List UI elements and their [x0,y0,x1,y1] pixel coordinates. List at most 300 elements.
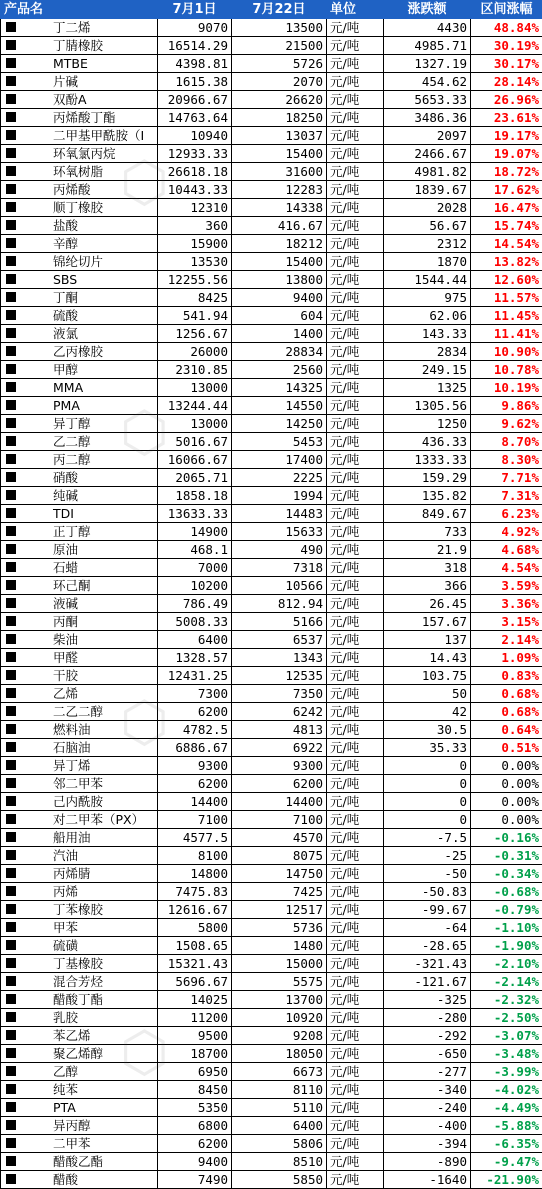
unit: 元/吨 [327,1063,384,1081]
change-percent: 0.00% [471,775,542,793]
price-jul22: 18250 [232,109,327,127]
change-percent: 9.86% [471,397,542,415]
watermark-logo: ⬡ [120,150,169,215]
change-percent: 14.54% [471,235,542,253]
change-percent: -2.10% [471,955,542,973]
product-name [1,595,158,613]
product-name-text: 锦纶切片 [53,253,104,269]
unit: 元/吨 [327,721,384,739]
table-row [1,217,542,235]
table-row [1,937,542,955]
table-row [1,559,542,577]
table-row [1,451,542,469]
price-jul22: 5166 [232,613,327,631]
table-row [1,613,542,631]
unit: 元/吨 [327,1081,384,1099]
bullet-square-icon [6,58,16,68]
price-jul1: 5008.33 [158,613,232,631]
change-percent: 4.54% [471,559,542,577]
watermark-logo: ⬡ [120,1020,169,1085]
product-name-text: 醋酸 [53,1171,79,1187]
bullet-square-icon [6,454,16,464]
table-row [1,757,542,775]
change-percent: 26.96% [471,91,542,109]
change-percent: -0.79% [471,901,542,919]
price-jul22: 2560 [232,361,327,379]
header-jul22: 7月22日 [232,1,327,19]
price-jul1: 1508.65 [158,937,232,955]
price-jul1: 10200 [158,577,232,595]
bullet-square-icon [6,130,16,140]
product-name-text: 己内酰胺 [53,793,104,809]
bullet-square-icon [6,1102,16,1112]
change-percent: 7.71% [471,469,542,487]
product-name-text: PMA [53,397,80,413]
price-jul22: 7318 [232,559,327,577]
change-amount: 3486.36 [384,109,471,127]
change-amount: 1327.19 [384,55,471,73]
bullet-square-icon [6,742,16,752]
change-percent: 11.41% [471,325,542,343]
product-name [1,721,158,739]
change-percent: -3.07% [471,1027,542,1045]
change-percent: -3.48% [471,1045,542,1063]
price-jul22: 5726 [232,55,327,73]
product-name [1,397,158,415]
bullet-square-icon [6,598,16,608]
change-percent: 10.19% [471,379,542,397]
unit: 元/吨 [327,1117,384,1135]
change-amount: -1640 [384,1171,471,1189]
product-name [1,325,158,343]
product-name-text: 纯苯 [53,1081,79,1097]
product-name [1,883,158,901]
change-amount: 26.45 [384,595,471,613]
product-name-text: 环氧氯丙烷 [53,145,116,161]
unit: 元/吨 [327,1045,384,1063]
change-percent: -3.99% [471,1063,542,1081]
product-name-text: 异丁醇 [53,415,91,431]
change-percent: 0.00% [471,757,542,775]
product-name [1,631,158,649]
price-jul22: 9400 [232,289,327,307]
bullet-square-icon [6,220,16,230]
product-name [1,415,158,433]
product-name [1,1009,158,1027]
unit: 元/吨 [327,469,384,487]
table-row [1,379,542,397]
price-jul22: 18212 [232,235,327,253]
product-name-text: 甲醇 [53,361,79,377]
change-percent: 23.61% [471,109,542,127]
product-name-text: 乙二醇 [53,433,91,449]
change-percent: 0.83% [471,667,542,685]
product-name-text: 丙烯酸丁酯 [53,109,116,125]
table-row [1,847,542,865]
bullet-square-icon [6,472,16,482]
product-name-text: 丙烯 [53,883,79,899]
unit: 元/吨 [327,1099,384,1117]
product-name [1,1027,158,1045]
product-name-text: 邻二甲苯 [53,775,104,791]
price-jul22: 28834 [232,343,327,361]
unit: 元/吨 [327,343,384,361]
change-percent: 16.47% [471,199,542,217]
change-percent: 3.36% [471,595,542,613]
change-amount: 1305.56 [384,397,471,415]
price-jul1: 7100 [158,811,232,829]
change-amount: 1870 [384,253,471,271]
product-name-text: 丁腈橡胶 [53,37,104,53]
price-jul1: 9500 [158,1027,232,1045]
change-percent: 7.31% [471,487,542,505]
change-amount: 1544.44 [384,271,471,289]
price-jul22: 7425 [232,883,327,901]
product-name-text: 柴油 [53,631,79,647]
change-percent: -0.16% [471,829,542,847]
price-jul1: 6950 [158,1063,232,1081]
bullet-square-icon [6,94,16,104]
price-jul22: 26620 [232,91,327,109]
unit: 元/吨 [327,1027,384,1045]
change-amount: 14.43 [384,649,471,667]
unit: 元/吨 [327,199,384,217]
price-jul22: 8510 [232,1153,327,1171]
bullet-square-icon [6,508,16,518]
price-jul1: 16066.67 [158,451,232,469]
change-amount: 0 [384,757,471,775]
bullet-square-icon [6,544,16,554]
unit: 元/吨 [327,127,384,145]
unit: 元/吨 [327,973,384,991]
price-jul22: 12283 [232,181,327,199]
table-row [1,55,542,73]
bullet-square-icon [6,364,16,374]
price-jul1: 6400 [158,631,232,649]
change-amount: -240 [384,1099,471,1117]
product-name [1,775,158,793]
price-jul22: 13700 [232,991,327,1009]
change-percent: 0.68% [471,703,542,721]
product-name [1,145,158,163]
change-amount: 366 [384,577,471,595]
change-amount: -121.67 [384,973,471,991]
price-jul22: 604 [232,307,327,325]
price-jul1: 5016.67 [158,433,232,451]
change-amount: 35.33 [384,739,471,757]
product-name-text: 二乙二醇 [53,703,104,719]
change-percent: 4.68% [471,541,542,559]
table-row [1,271,542,289]
unit: 元/吨 [327,703,384,721]
product-name-text: 乙烯 [53,685,79,701]
price-jul22: 2225 [232,469,327,487]
change-amount: 143.33 [384,325,471,343]
price-jul1: 360 [158,217,232,235]
change-percent: 8.70% [471,433,542,451]
product-name-text: TDI [53,505,74,521]
bullet-square-icon [6,706,16,716]
change-amount: -325 [384,991,471,1009]
change-percent: 19.17% [471,127,542,145]
change-percent: 3.15% [471,613,542,631]
bullet-square-icon [6,490,16,500]
product-name-text: 液碱 [53,595,79,611]
product-name [1,793,158,811]
product-name-text: 二甲苯 [53,1135,91,1151]
table-row [1,919,542,937]
bullet-square-icon [6,994,16,1004]
price-jul22: 2070 [232,73,327,91]
unit: 元/吨 [327,307,384,325]
table-row [1,91,542,109]
product-name-text: 硫酸 [53,307,79,323]
price-jul1: 14900 [158,523,232,541]
table-row [1,433,542,451]
price-jul22: 14750 [232,865,327,883]
product-name-text: 醋酸乙酯 [53,1153,104,1169]
product-name [1,271,158,289]
change-amount: -321.43 [384,955,471,973]
change-percent: 18.72% [471,163,542,181]
price-jul22: 1480 [232,937,327,955]
table-row [1,811,542,829]
change-amount: 2028 [384,199,471,217]
price-jul1: 13000 [158,415,232,433]
product-name [1,37,158,55]
price-jul1: 12431.25 [158,667,232,685]
change-amount: -50 [384,865,471,883]
unit: 元/吨 [327,991,384,1009]
change-percent: 6.23% [471,505,542,523]
product-name-text: 丙二醇 [53,451,91,467]
header-row [1,1,542,19]
unit: 元/吨 [327,577,384,595]
table-row [1,235,542,253]
product-name [1,181,158,199]
change-amount: -64 [384,919,471,937]
change-percent: 0.68% [471,685,542,703]
product-name [1,541,158,559]
price-jul1: 5350 [158,1099,232,1117]
product-name [1,163,158,181]
bullet-square-icon [6,238,16,248]
price-jul22: 490 [232,541,327,559]
change-amount: 733 [384,523,471,541]
product-name [1,649,158,667]
price-jul1: 8425 [158,289,232,307]
bullet-square-icon [6,634,16,644]
price-jul1: 6886.67 [158,739,232,757]
product-name-text: 甲苯 [53,919,79,935]
unit: 元/吨 [327,883,384,901]
product-name-text: 汽油 [53,847,79,863]
price-jul22: 4570 [232,829,327,847]
product-name [1,1045,158,1063]
product-name-text: 正丁醇 [53,523,91,539]
table-row [1,1153,542,1171]
bullet-square-icon [6,886,16,896]
change-amount: 50 [384,685,471,703]
bullet-square-icon [6,562,16,572]
price-jul1: 9400 [158,1153,232,1171]
bullet-square-icon [6,292,16,302]
change-amount: 2466.67 [384,145,471,163]
bullet-square-icon [6,1120,16,1130]
change-amount: 2834 [384,343,471,361]
price-jul22: 5453 [232,433,327,451]
product-name [1,1081,158,1099]
unit: 元/吨 [327,847,384,865]
table-row [1,37,542,55]
change-amount: 849.67 [384,505,471,523]
product-name [1,127,158,145]
price-jul22: 12517 [232,901,327,919]
change-amount: 137 [384,631,471,649]
bullet-square-icon [6,922,16,932]
table-row [1,991,542,1009]
unit: 元/吨 [327,181,384,199]
unit: 元/吨 [327,325,384,343]
change-amount: 318 [384,559,471,577]
unit: 元/吨 [327,415,384,433]
product-name-text: 丙烯酸 [53,181,91,197]
table-row [1,631,542,649]
change-percent: -6.35% [471,1135,542,1153]
table-row [1,721,542,739]
price-jul22: 1400 [232,325,327,343]
change-percent: -0.68% [471,883,542,901]
change-amount: 4981.82 [384,163,471,181]
price-jul1: 15900 [158,235,232,253]
change-percent: 0.51% [471,739,542,757]
change-percent: 0.00% [471,811,542,829]
header-product: 产品名 [1,1,158,19]
price-jul1: 9300 [158,757,232,775]
product-name [1,73,158,91]
product-name-text: 甲醛 [53,649,79,665]
unit: 元/吨 [327,397,384,415]
change-amount: -7.5 [384,829,471,847]
table-row [1,469,542,487]
bullet-square-icon [6,1156,16,1166]
price-jul22: 13500 [232,19,327,37]
table-row [1,1081,542,1099]
product-name [1,1171,158,1189]
price-jul1: 10443.33 [158,181,232,199]
table-row [1,343,542,361]
change-percent: -4.49% [471,1099,542,1117]
product-name-text: 辛醇 [53,235,79,251]
table-row [1,127,542,145]
price-jul22: 7100 [232,811,327,829]
table-row [1,577,542,595]
product-name [1,973,158,991]
price-jul1: 14800 [158,865,232,883]
bullet-square-icon [6,976,16,986]
bullet-square-icon [6,580,16,590]
change-percent: 19.07% [471,145,542,163]
price-jul22: 8110 [232,1081,327,1099]
change-amount: 157.67 [384,613,471,631]
price-jul22: 5850 [232,1171,327,1189]
table-row [1,73,542,91]
price-jul22: 5110 [232,1099,327,1117]
product-name [1,91,158,109]
change-percent: 11.57% [471,289,542,307]
change-percent: 17.62% [471,181,542,199]
product-name-text: 醋酸丁酯 [53,991,104,1007]
product-name-text: 丁苯橡胶 [53,901,104,917]
header-pct: 区间涨幅 [471,1,542,19]
product-name [1,739,158,757]
bullet-square-icon [6,850,16,860]
unit: 元/吨 [327,937,384,955]
product-name-text: 石蜡 [53,559,79,575]
price-jul1: 26000 [158,343,232,361]
product-name [1,433,158,451]
change-amount: -292 [384,1027,471,1045]
price-jul1: 6200 [158,1135,232,1153]
price-jul1: 14763.64 [158,109,232,127]
price-jul22: 4813 [232,721,327,739]
change-amount: 62.06 [384,307,471,325]
unit: 元/吨 [327,595,384,613]
price-jul1: 5800 [158,919,232,937]
product-name-text: 聚乙烯醇 [53,1045,104,1061]
change-amount: -280 [384,1009,471,1027]
header-change: 涨跌额 [384,1,471,19]
price-jul22: 14250 [232,415,327,433]
change-amount: 975 [384,289,471,307]
change-amount: -650 [384,1045,471,1063]
bullet-square-icon [6,868,16,878]
change-percent: -1.90% [471,937,542,955]
bullet-square-icon [6,958,16,968]
price-jul1: 6200 [158,775,232,793]
change-amount: 42 [384,703,471,721]
bullet-square-icon [6,616,16,626]
change-amount: 1839.67 [384,181,471,199]
table-row [1,109,542,127]
price-jul22: 6537 [232,631,327,649]
table-row [1,703,542,721]
change-percent: 2.14% [471,631,542,649]
product-name [1,613,158,631]
unit: 元/吨 [327,1171,384,1189]
bullet-square-icon [6,346,16,356]
price-jul22: 12535 [232,667,327,685]
change-amount: -25 [384,847,471,865]
unit: 元/吨 [327,559,384,577]
product-name-text: 液氯 [53,325,79,341]
table-row [1,163,542,181]
product-name [1,1135,158,1153]
price-jul1: 13000 [158,379,232,397]
table-row [1,415,542,433]
watermark-logo: ⬡ [120,400,169,465]
unit: 元/吨 [327,505,384,523]
change-percent: 4.92% [471,523,542,541]
product-name [1,55,158,73]
product-name-text: SBS [53,271,78,287]
price-jul1: 16514.29 [158,37,232,55]
product-name-text: 原油 [53,541,79,557]
product-name-text: 环氧树脂 [53,163,104,179]
table-row [1,775,542,793]
table-row [1,181,542,199]
product-name [1,19,158,37]
